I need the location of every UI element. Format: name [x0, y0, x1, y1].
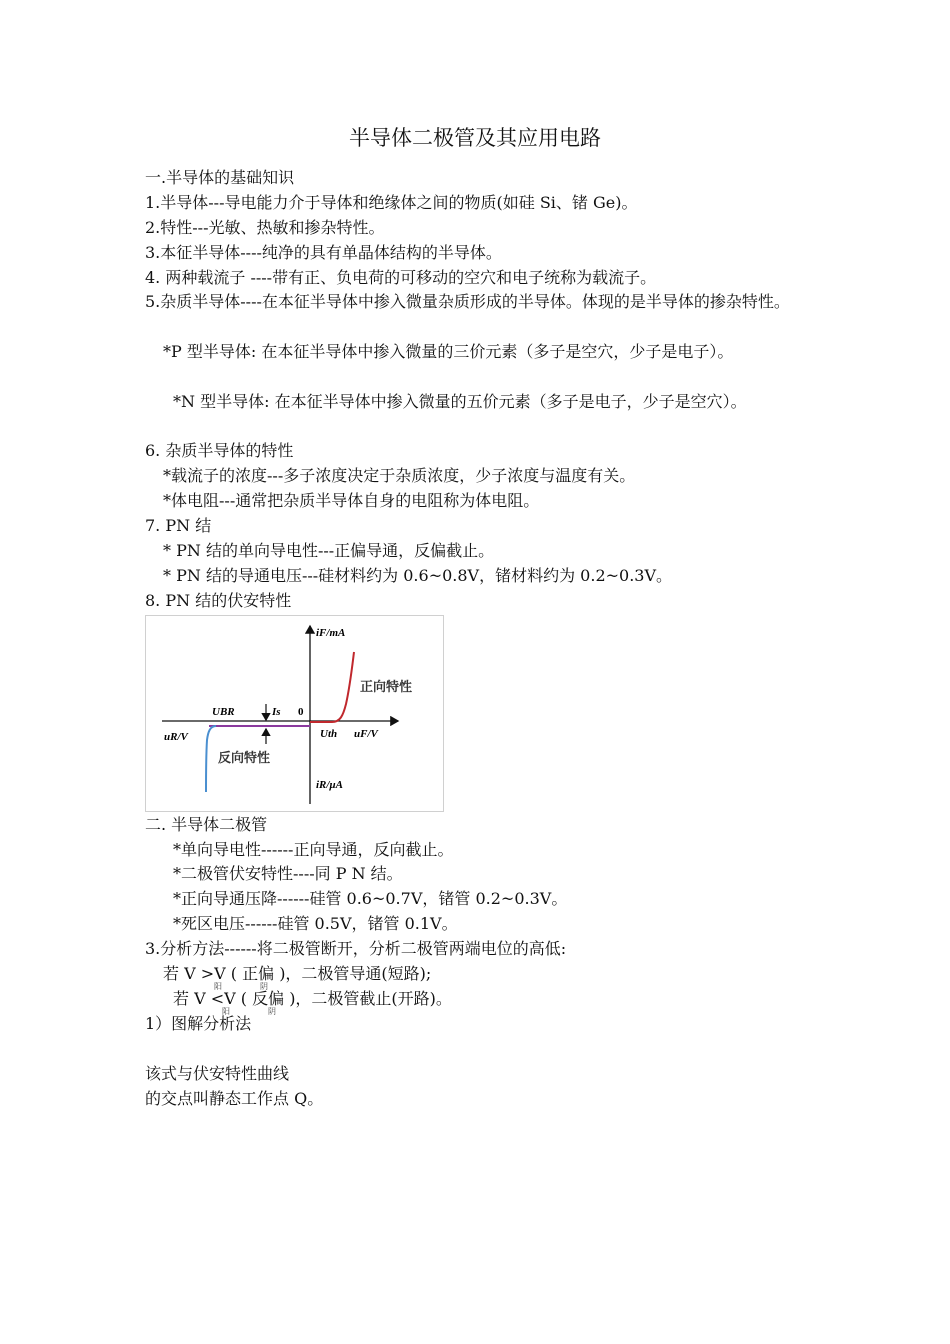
text-line: 4. 两种载流子 ----带有正、负电荷的可移动的空穴和电子统称为载流子。 [145, 268, 657, 287]
text-line: 的交点叫静态工作点 Q。 [145, 1089, 324, 1108]
reverse-curve [206, 726, 216, 792]
uth-label: Uth [320, 728, 338, 740]
x-left-label: uR/V [164, 731, 188, 743]
text-line: * PN 结的单向导电性---正偏导通，反偏截止。 [163, 541, 495, 560]
text-line: *载流子的浓度---多子浓度决定于杂质浓度，少子浓度与温度有关。 [163, 466, 636, 485]
text-line: *单向导电性------正向导通，反向截止。 [173, 840, 454, 859]
condition-reverse: 若 V <V ( 反偏 )，二极管截止(开路)。 [173, 989, 452, 1008]
text-paragraph: 5.杂质半导体----在本征半导体中掺入微量杂质形成的半导体。体现的是半导体的掺杂特性。 [145, 292, 790, 311]
text-line: *正向导通压降------硅管 0.6~0.7V，锗管 0.2~0.3V。 [173, 889, 568, 908]
section-2-heading: 二. 半导体二极管 [145, 815, 268, 834]
text-line: 8. PN 结的伏安特性 [145, 591, 292, 610]
n-type-paragraph: *N 型半导体: 在本征半导体中掺入微量的五价元素（多子是电子，少子是空穴）。 [173, 392, 747, 411]
forward-label: 正向特性 [360, 680, 413, 695]
subscript-yin: 阴 [268, 1007, 276, 1016]
iv-characteristic-figure [145, 615, 444, 812]
text-line: 6. 杂质半导体的特性 [145, 441, 294, 460]
p-type-paragraph: *P 型半导体: 在本征半导体中掺入微量的三价元素（多子是空穴，少子是电子）。 [163, 342, 734, 361]
y-top-label: iF/mA [316, 627, 346, 639]
subscript-yang: 阳 [222, 1007, 230, 1016]
subscript-yin: 阴 [260, 982, 268, 991]
is-label: Is [272, 706, 281, 718]
section-1-heading: 一.半导体的基础知识 [145, 168, 295, 187]
text-line: *二极管伏安特性----同 P N 结。 [173, 864, 403, 883]
text-line: 2.特性---光敏、热敏和掺杂特性。 [145, 218, 385, 237]
ubr-label: UBR [212, 706, 235, 718]
condition-forward: 若 V >V ( 正偏 )，二极管导通(短路); [163, 964, 432, 983]
text-line: 7. PN 结 [145, 516, 212, 535]
text-line: 3.本征半导体----纯净的具有单晶体结构的半导体。 [145, 243, 502, 262]
reverse-label: 反向特性 [218, 751, 271, 766]
y-bottom-label: iR/μA [316, 779, 343, 791]
text-line: *死区电压------硅管 0.5V，锗管 0.1V。 [173, 914, 458, 933]
x-right-label: uF/V [354, 728, 378, 740]
subscript-yang: 阳 [214, 982, 222, 991]
origin-label: 0 [298, 706, 304, 718]
text-line: 1.半导体---导电能力介于导体和绝缘体之间的物质(如硅 Si、锗 Ge)。 [145, 193, 638, 212]
page-title: 半导体二极管及其应用电路 [349, 126, 601, 150]
forward-curve [310, 652, 354, 722]
text-line: 1）图解分析法 [145, 1014, 252, 1033]
text-line: * PN 结的导通电压---硅材料约为 0.6~0.8V，锗材料约为 0.2~0.3V。 [163, 566, 673, 585]
text-line: 3.分析方法------将二极管断开，分析二极管两端电位的高低: [145, 939, 567, 958]
text-line: 该式与伏安特性曲线 [145, 1064, 290, 1083]
text-line: *体电阻---通常把杂质半导体自身的电阻称为体电阻。 [163, 491, 540, 510]
